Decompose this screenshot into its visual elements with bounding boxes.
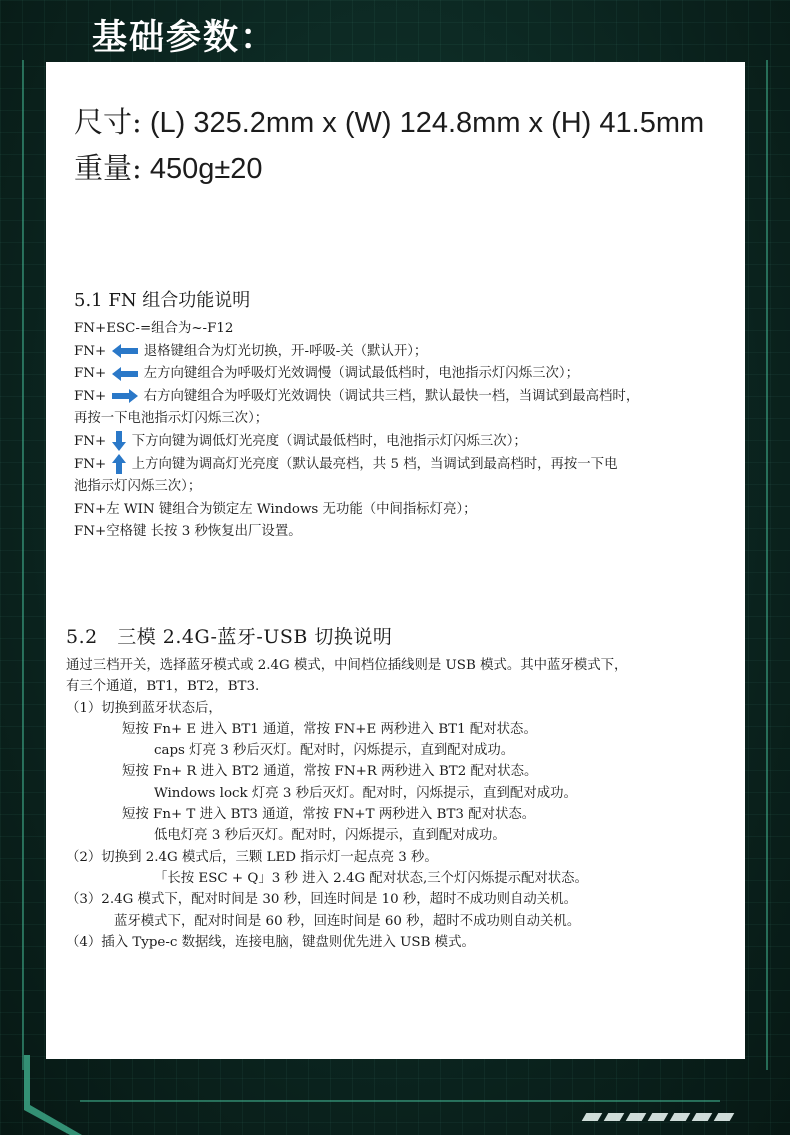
fn-section-title: 5.1 FN 组合功能说明 [74,290,251,311]
fn-line-7 [74,454,734,477]
mode-line-5: caps 灯亮 3 秒后灭灯。配对时，闪烁提示，直到配对成功。 [154,743,515,759]
size-value: (L) 325.2mm x (W) 124.8mm x (H) 41.5mm [149,107,705,139]
weight-value: 450g±20 [149,153,263,185]
fn-line-8: 池指示灯闪烁三次）； [74,479,202,495]
mode-line-14: （4）插入 Type-c 数据线，连接电脑，键盘则优先进入 USB 模式。 [66,934,475,950]
mode-line-11: 「长按 ESC + Q」3 秒 进入 2.4G 配对状态,三个灯闪烁提示配对状态。 [154,870,588,886]
mode-section-title: 5.2 三模 2.4G-蓝牙-USB 切换说明 [66,626,393,648]
mode-switch-section [66,622,736,953]
decorative-stripes [584,1113,732,1121]
mode-line-7: Windows lock 灯亮 3 秒后灭灯。配对时，闪烁提示，直到配对成功。 [154,785,577,801]
mode-line-1: 通过三档开关，选择蓝牙模式或 2.4G 模式，中间档位插线则是 USB 模式。其中蓝牙模式下， [66,658,628,673]
fn-line-2 [74,341,734,364]
arrow-left-icon [112,367,138,381]
fn-combo-section [74,286,734,544]
fn-line-2-text: 退格键组合为灯光切换，开-呼吸-关（默认开）； [143,343,428,359]
fn-prefix: FN+ [74,456,107,472]
arrow-down-icon [112,431,126,451]
fn-line-1: FN+ESC-=组合为~-F12 [74,321,234,336]
size-label: 尺寸: [74,105,142,139]
frame-line-bottom [80,1100,720,1102]
fn-line-3 [74,363,734,386]
mode-line-4: 短按 Fn+ E 进入 BT1 通道，常按 FN+E 两秒进入 BT1 配对状态。 [122,721,537,737]
fn-line-5: 再按一下电池指示灯闪烁三次）； [74,411,269,427]
mode-line-6: 短按 Fn+ R 进入 BT2 通道，常按 FN+R 两秒进入 BT2 配对状态。 [122,764,538,780]
mode-line-10: （2）切换到 2.4G 模式后，三颗 LED 指示灯一起点亮 3 秒。 [66,849,438,865]
weight-spec [74,146,263,187]
arrow-up-icon [112,454,126,474]
fn-line-10: FN+空格键 长按 3 秒恢复出厂设置。 [74,524,302,540]
page-title: 基础参数： [92,18,278,58]
weight-label: 重量: [74,151,142,185]
fn-line-7-text: 上方向键为调高灯光亮度（默认最亮档，共 5 档，当调试到最高档时，再按一下电 [131,456,618,472]
mode-line-13: 蓝牙模式下，配对时间是 60 秒，回连时间是 60 秒，超时不成功则自动关机。 [114,913,581,929]
mode-line-2: 有三个通道，BT1，BT2，BT3. [66,679,260,695]
mode-line-3: （1）切换到蓝牙状态后， [66,700,222,716]
fn-prefix: FN+ [74,433,107,449]
fn-line-6 [74,431,734,454]
fn-line-6-text: 下方向键为调低灯光亮度（调试最低档时，电池指示灯闪烁三次）； [131,433,527,449]
corner-accent [0,1050,90,1135]
size-spec [74,100,704,141]
fn-line-9: FN+左 WIN 键组合为锁定左 Windows 无功能（中间指标灯亮）； [74,501,477,517]
fn-line-4 [74,386,734,409]
mode-line-12: （3）2.4G 模式下，配对时间是 30 秒，回连时间是 10 秒，超时不成功则自动关机。 [66,892,577,908]
fn-prefix: FN+ [74,366,107,382]
fn-line-4-text: 右方向键组合为呼吸灯光效调快（调试共三档，默认最快一档，当调试到最高档时， [143,388,640,404]
mode-line-8: 短按 Fn+ T 进入 BT3 通道，常按 FN+T 两秒进入 BT3 配对状态。 [122,807,536,823]
arrow-left-icon [112,344,138,358]
frame-line-right [766,60,768,1070]
content-panel [46,62,745,1059]
fn-line-3-text: 左方向键组合为呼吸灯光效调慢（调试最低档时，电池指示灯闪烁三次）； [143,366,579,382]
arrow-right-icon [112,389,138,403]
frame-line-left [22,60,24,1070]
mode-line-9: 低电灯亮 3 秒后灭灯。配对时，闪烁提示，直到配对成功。 [154,828,506,844]
fn-prefix: FN+ [74,388,107,404]
fn-prefix: FN+ [74,343,107,359]
